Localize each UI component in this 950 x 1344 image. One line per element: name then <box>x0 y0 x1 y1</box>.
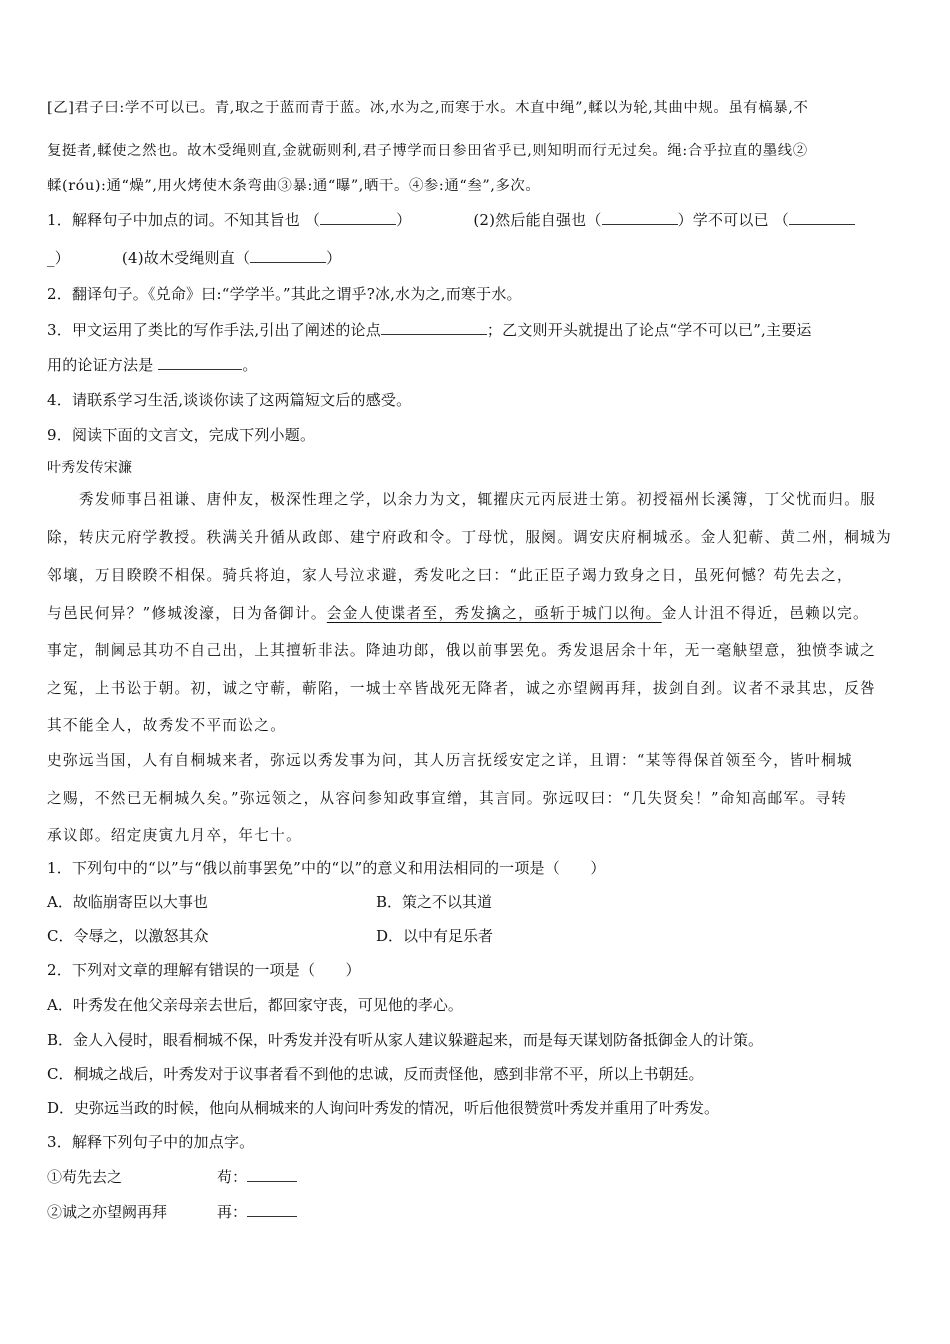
mc-question-1-stem: 1．下列句中的“以”与“俄以前事罢免”中的“以”的意义和用法相同的一项是（ ） <box>47 859 606 877</box>
passage-title: 叶秀发传宋濂 <box>47 460 133 476</box>
question-2: 2．翻译句子。《兑命》曰:“学学半。”其此之谓乎?冰,水为之,而寒于水。 <box>47 285 522 303</box>
answer-blank[interactable] <box>158 355 242 370</box>
passage-line: 邻壤，万目睽睽不相保。骑兵将迫，家人号泣求避，秀发叱之曰：“此正臣子竭力致身之日，虽死何憾？苟先去之， <box>47 567 854 584</box>
question-1-line-1: 1．解释句子中加点的词。不知其旨也 （ ） (2)然后能自强也（ ）学不可以已 （ <box>47 210 855 230</box>
mc-question-2-option-c[interactable]: C．桐城之战后，叶秀发对于议事者看不到他的忠诚，反而责怪他，感到非常不平，所以上书朝廷。 <box>47 1065 704 1083</box>
question-4: 4．请联系学习生活,谈谈你读了这两篇短文后的感受。 <box>47 391 412 409</box>
passage-line: 其不能全人，故秀发不平而讼之。 <box>47 717 287 734</box>
question-3-item-2-sentence: ②诚之亦望阙再拜 <box>47 1203 168 1221</box>
passage-line: 与邑民何异？”修城浚濠，日为备御计。会金人使谍者至，秀发擒之，亟斩于城门以徇。金人计沮不得近，邑赖以完。 <box>47 605 869 622</box>
passage-b-line-3: 輮(róu):通“燥”,用火烤使木条弯曲③暴:通“曝”,晒干。④参:通“叁”,多次。 <box>47 178 541 194</box>
mc-question-2-option-d[interactable]: D．史弥远当政的时候，他向从桐城来的人询问叶秀发的情况，听后他很赞赏叶秀发并重用了叶秀发。 <box>47 1099 720 1117</box>
question-3-item-1-sentence: ①苟先去之 <box>47 1168 123 1186</box>
question-3-line-1: 3．甲文运用了类比的写作手法,引出了阐述的论点 ；乙文则开头就提出了论点“学不可以已”,主要运 <box>47 321 812 339</box>
section-9-heading: 9．阅读下面的文言文，完成下列小题。 <box>47 426 316 444</box>
mc-question-1-option-b[interactable]: B．策之不以其道 <box>376 893 493 911</box>
mc-question-1-option-c[interactable]: C．令辱之，以激怒其众 <box>47 927 209 945</box>
mc-question-2-option-a[interactable]: A．叶秀发在他父亲母亲去世后，都回家守丧，可见他的孝心。 <box>47 996 463 1014</box>
passage-line: 之冤，上书讼于朝。初，诚之守蕲，蕲陷，一城士卒皆战死无降者，诚之亦望阙再拜，拔剑自刭。议者不录其忠，反咎 <box>47 680 877 697</box>
passage-line: 秀发师事吕祖谦、唐仲友，极深性理之学，以余力为文，辄擢庆元丙辰进士第。初授福州长溪簿，丁父忧而归。服 <box>47 491 877 508</box>
passage-b-line-2: 复挺者,輮使之然也。故木受绳则直,金就砺则利,君子博学而日参田省乎已,则知明而行无过矣。绳:合乎拉直的墨线② <box>47 143 808 159</box>
answer-blank[interactable] <box>250 248 326 263</box>
answer-blank[interactable] <box>247 1167 297 1182</box>
passage-b-line-1: [乙]君子曰:学不可以已。青,取之于蓝而青于蓝。冰,水为之,而寒于水。木直中绳”,輮以为轮,其曲中规。虽有槁暴,不 <box>47 100 809 116</box>
passage-line: 承议郎。绍定庚寅九月卒，年七十。 <box>47 827 303 844</box>
mc-question-1-option-a[interactable]: A．故临崩寄臣以大事也 <box>47 893 208 911</box>
mc-question-2-stem: 2．下列对文章的理解有错误的一项是（ ） <box>47 961 361 979</box>
answer-blank[interactable] <box>320 210 396 225</box>
passage-line: 事定，制阃忌其功不自己出，上其擅斩非法。降迪功郎，俄以前事罢免。秀发退居余十年，无一毫觖望意，独愤李诚之 <box>47 642 877 659</box>
question-3-item-2: 再： <box>217 1202 297 1222</box>
underlined-sentence: 会金人使谍者至，秀发擒之，亟斩于城门以徇。 <box>326 605 662 622</box>
question-3-item-1: 苟： <box>217 1167 297 1187</box>
passage-line: 除，转庆元府学教授。秩满关升循从政郎、建宁府政和令。丁母忧，服阕。调安庆府桐城丞。金人犯蕲、黄二州，桐城为 <box>47 529 893 546</box>
question-3-stem: 3．解释下列句子中的加点字。 <box>47 1133 255 1151</box>
answer-blank[interactable] <box>381 320 487 335</box>
answer-blank[interactable] <box>247 1202 297 1217</box>
mc-question-1-option-d[interactable]: D．以中有足乐者 <box>376 927 494 945</box>
question-3-line-2: 用的论证方法是 。 <box>47 356 258 374</box>
passage-line: 史弥远当国，人有自桐城来者，弥远以秀发事为问，其人历言抚绥安定之详，且谓：“某等得保首领至今，皆叶桐城 <box>47 752 854 769</box>
question-1-line-2: _） (4)故木受绳则直（ ） <box>47 249 342 267</box>
mc-question-2-option-b[interactable]: B．金人入侵时，眼看桐城不保，叶秀发并没有听从家人建议躲避起来，而是每天谋划防备抵御金人的计策。 <box>47 1031 764 1049</box>
answer-blank[interactable] <box>602 210 678 225</box>
passage-line: 之赐，不然已无桐城久矣。”弥远领之，从容问参知政事宣缯，其言同。弥远叹曰：“几失贤矣！”命知高邮军。寻转 <box>47 790 848 807</box>
answer-blank[interactable] <box>789 210 855 225</box>
